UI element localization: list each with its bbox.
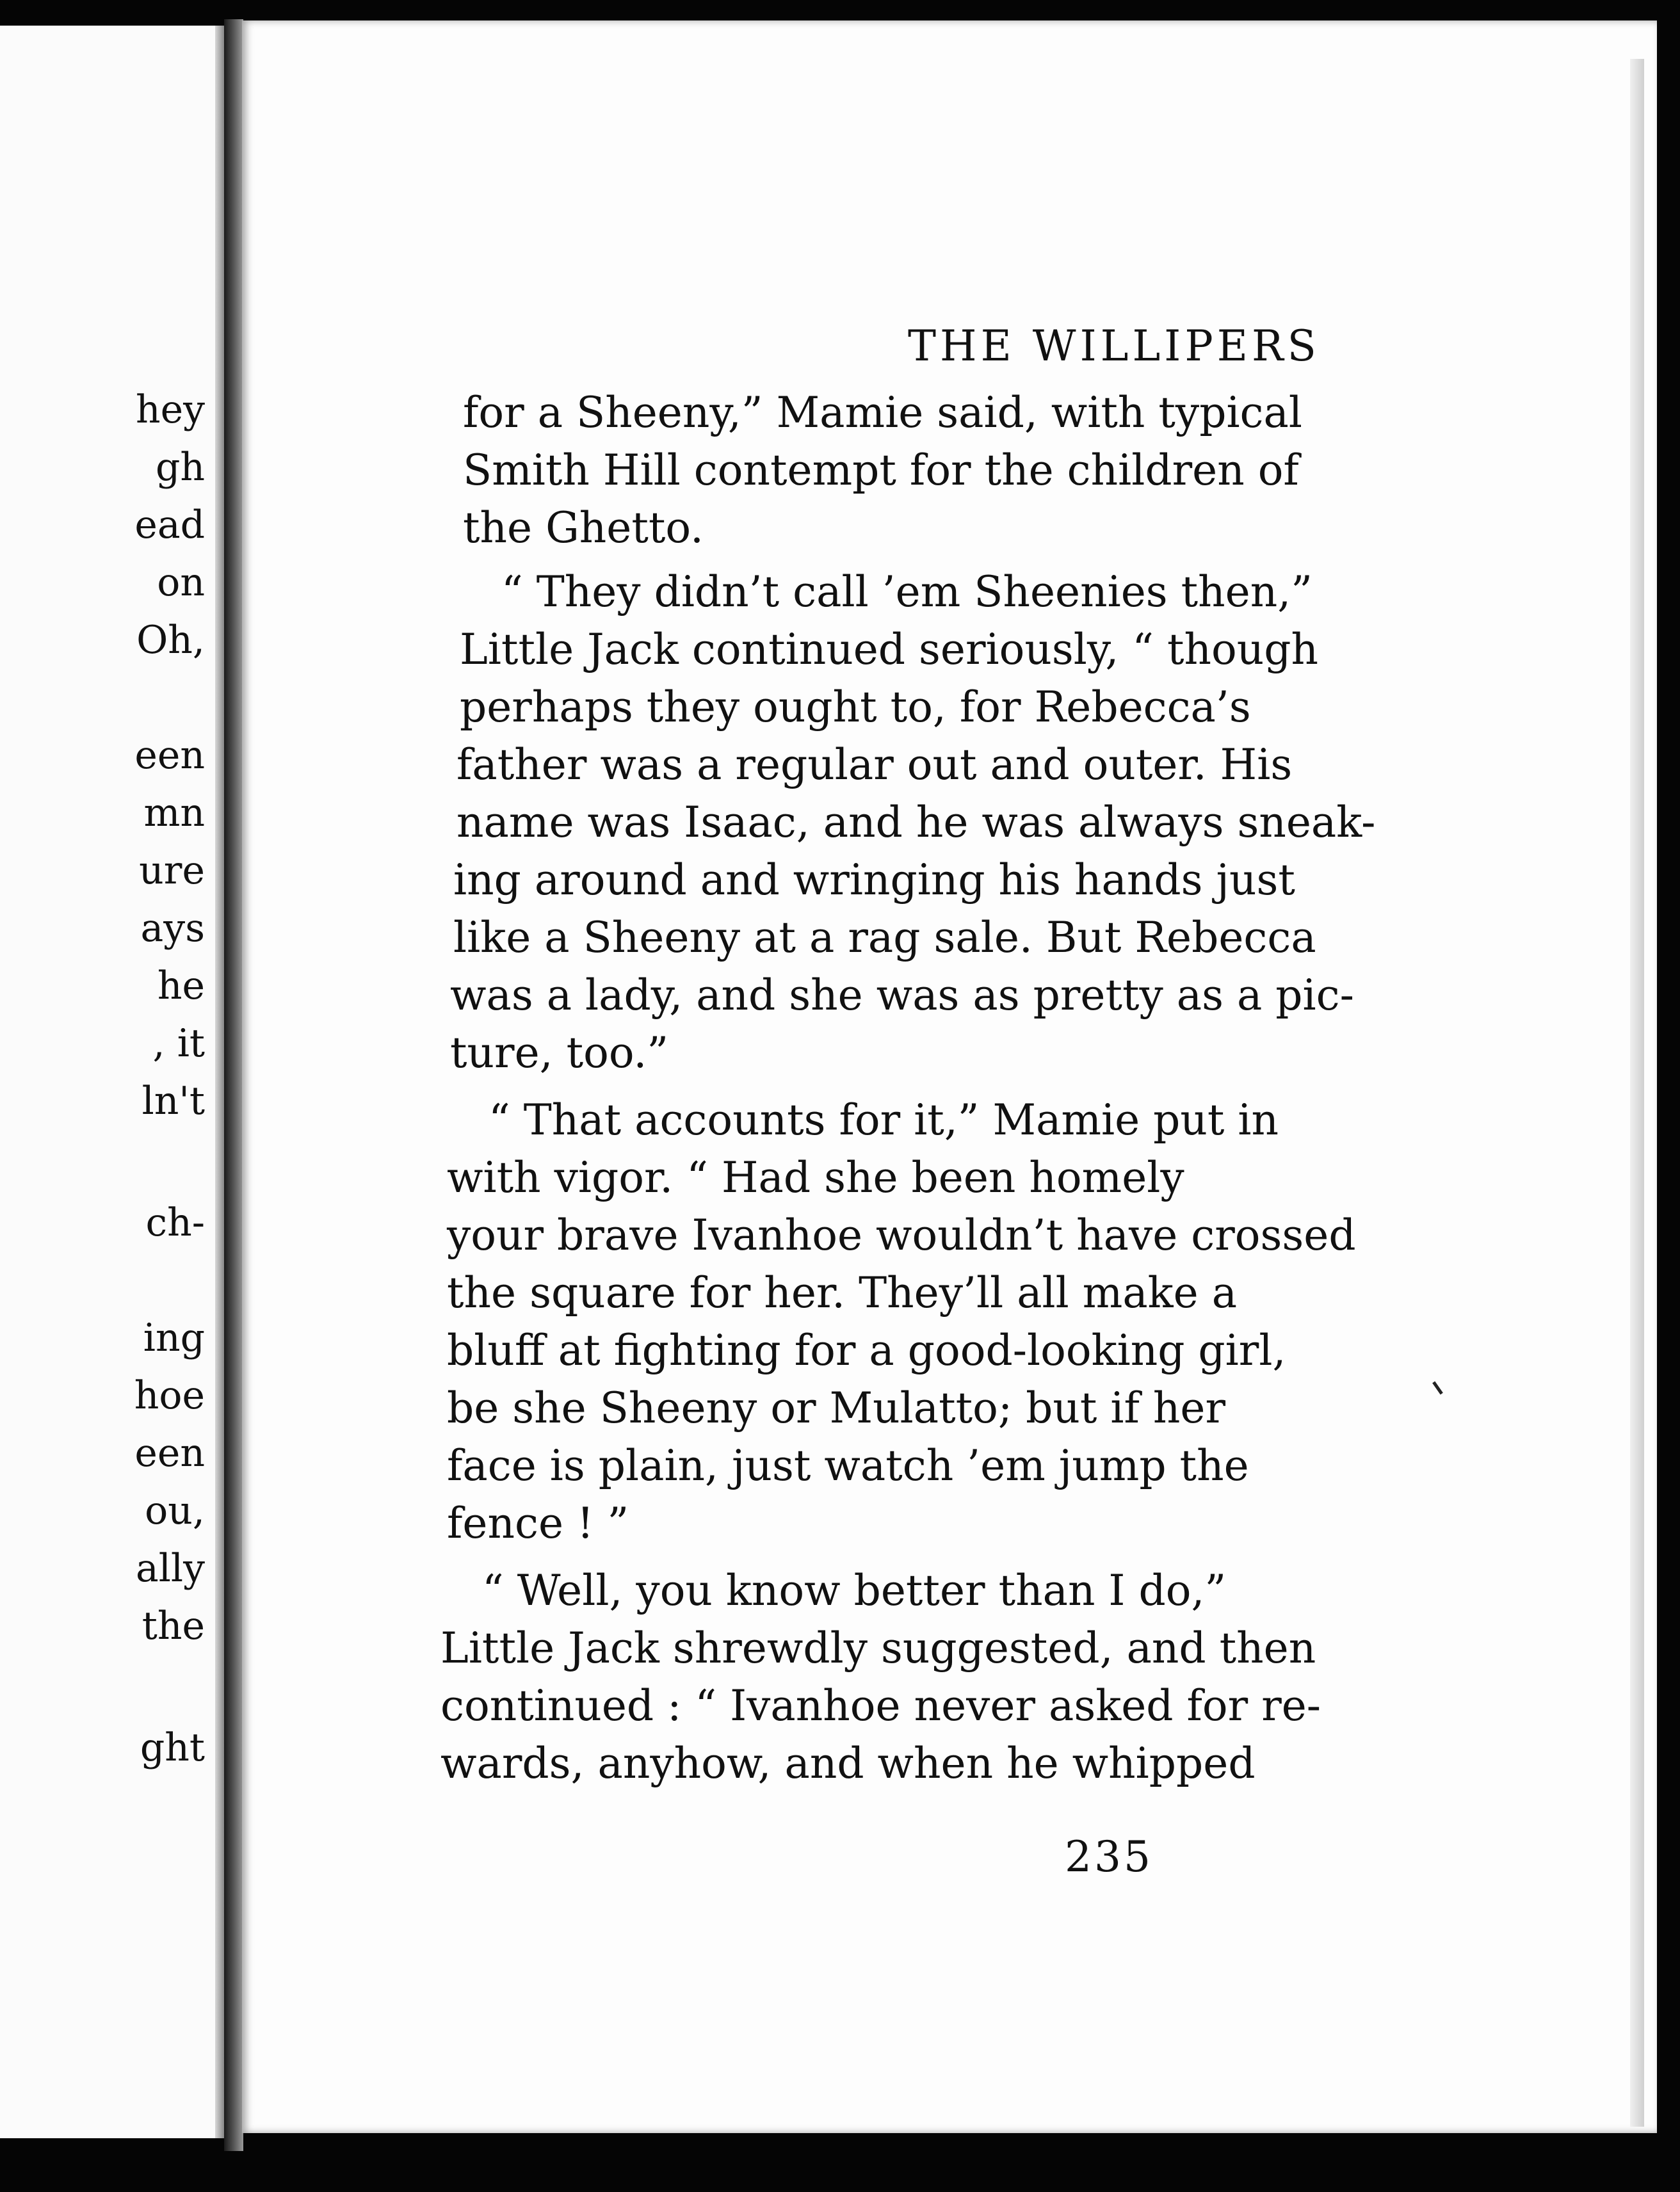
left-line-fragment: ure <box>139 848 205 893</box>
book-spine <box>224 19 243 2151</box>
text-line: perhaps they ought to, for Rebecca’s <box>460 682 1251 732</box>
left-line-fragment: ing <box>143 1316 205 1360</box>
running-head: THE WILLIPERS <box>908 321 1320 371</box>
left-line-fragment: ln't <box>141 1079 205 1124</box>
text-line: “ Well, you know better than I do,” <box>482 1566 1227 1615</box>
left-line-fragment: ead <box>134 503 205 547</box>
left-line-fragment: mn <box>143 791 205 835</box>
left-line-fragment: hoe <box>134 1373 205 1418</box>
text-line: like a Sheeny at a rag sale. But Rebecca <box>453 913 1316 962</box>
text-line: “ That accounts for it,” Mamie put in <box>489 1095 1279 1145</box>
book-page <box>242 20 1657 2133</box>
left-line-fragment: hey <box>135 387 205 432</box>
left-line-fragment: he <box>157 963 205 1008</box>
left-line-fragment: , it <box>152 1021 205 1066</box>
text-line: ing around and wringing his hands just <box>453 855 1295 905</box>
text-line: fence ! ” <box>447 1499 629 1548</box>
left-line-fragment: on <box>157 560 205 605</box>
left-line-fragment: gh <box>155 445 205 490</box>
text-line: Little Jack shrewdly suggested, and then <box>440 1624 1316 1673</box>
text-line: the Ghetto. <box>463 503 704 552</box>
text-line: Smith Hill contempt for the children of <box>463 446 1299 495</box>
text-line: wards, anyhow, and when he whipped <box>440 1739 1256 1788</box>
text-line: face is plain, just watch ’em jump the <box>447 1441 1249 1490</box>
left-line-fragment: ays <box>140 906 205 951</box>
text-line: Little Jack continued seriously, “ though <box>460 625 1319 674</box>
text-line: for a Sheeny,” Mamie said, with typical <box>463 388 1302 437</box>
left-line-fragment: the <box>141 1604 205 1648</box>
left-line-fragment: ou, <box>145 1488 205 1533</box>
text-line: was a lady, and she was as pretty as a pic- <box>450 971 1354 1020</box>
left-line-fragment: ally <box>135 1546 205 1591</box>
text-line: name was Isaac, and he was always sneak- <box>456 798 1376 847</box>
left-facing-page <box>0 26 224 2138</box>
left-line-fragment: ght <box>140 1725 205 1770</box>
text-line: your brave Ivanhoe wouldn’t have crossed <box>447 1211 1356 1260</box>
text-line: continued : “ Ivanhoe never asked for re- <box>440 1681 1321 1730</box>
scan-speck <box>1432 1382 1443 1395</box>
left-line-fragment: een <box>134 733 205 778</box>
left-line-fragment: ch- <box>145 1200 205 1245</box>
text-line: father was a regular out and outer. His <box>456 740 1293 789</box>
left-line-fragment: Oh, <box>136 618 205 663</box>
page-number: 235 <box>1065 1832 1153 1882</box>
text-line: the square for her. They’ll all make a <box>447 1268 1238 1318</box>
left-page-gutter-shadow <box>215 26 224 2138</box>
text-line: with vigor. “ Had she been homely <box>447 1153 1184 1202</box>
text-line: ture, too.” <box>450 1028 669 1077</box>
page-edge-shadow <box>1630 59 1644 2127</box>
left-line-fragment: een <box>134 1431 205 1476</box>
text-line: be she Sheeny or Mulatto; but if her <box>447 1383 1226 1433</box>
text-line: bluff at fighting for a good-looking girl, <box>447 1326 1286 1375</box>
text-line: “ They didn’t call ’em Sheenies then,” <box>501 567 1312 616</box>
